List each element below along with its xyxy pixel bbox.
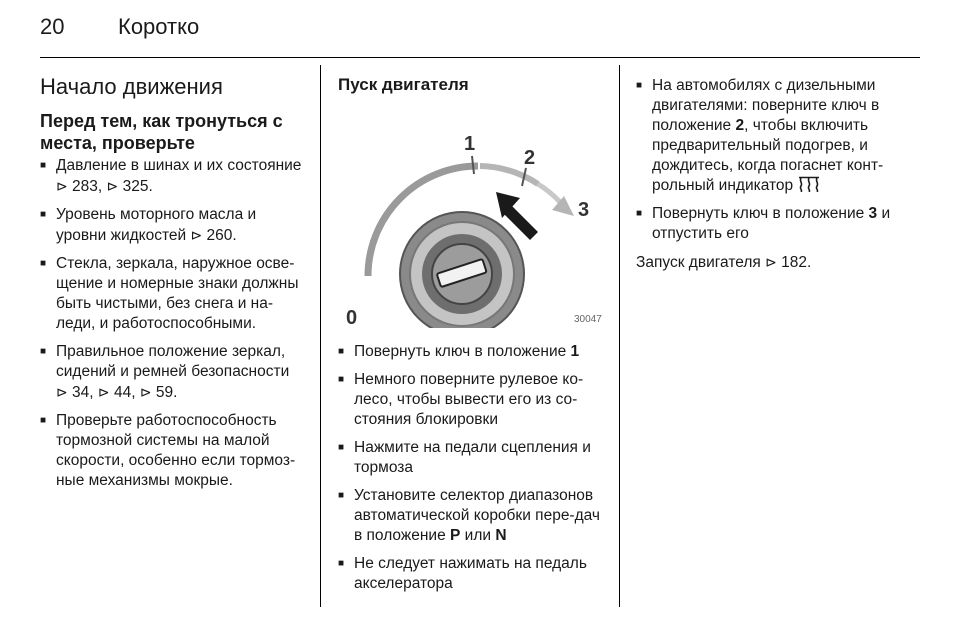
start-steps bbox=[338, 342, 606, 594]
tick-1 bbox=[472, 156, 474, 174]
column-1 bbox=[40, 74, 310, 499]
start-steps-continued bbox=[636, 76, 906, 244]
position-label-3: 3 bbox=[578, 199, 590, 221]
list-item: ■ Нажмите на педали сцепления и тормоза bbox=[338, 438, 606, 478]
page-ref[interactable]: 325. bbox=[122, 178, 153, 195]
list-item: ■ Повернуть ключ в положение 1 bbox=[338, 342, 606, 362]
list-item: ■ Не следует нажимать на педаль акселератора bbox=[338, 554, 606, 594]
page-ref[interactable]: 59. bbox=[155, 384, 178, 401]
engine-start-ref: Запуск двигателя ⊳ 182. bbox=[636, 254, 812, 271]
column-divider-2 bbox=[619, 65, 620, 607]
column-3 bbox=[636, 76, 906, 273]
page-ref-icon: ⊳ bbox=[765, 254, 777, 270]
chapter-title: Коротко bbox=[118, 14, 200, 39]
position-label-0: 0 bbox=[346, 307, 358, 328]
page-ref-icon: ⊳ bbox=[190, 227, 203, 243]
page-number: 20 bbox=[40, 14, 65, 39]
page-ref[interactable]: 283 bbox=[72, 178, 98, 195]
list-item: ■ Установите селектор диапазонов автоматической коробки пере-дач в положение P или N bbox=[338, 486, 606, 546]
list-item: ■ Правильное положение зеркал, сидений и ремней безопасности ⊳ 34, ⊳ 44, ⊳ 59. bbox=[40, 342, 310, 403]
glow-plug-icon bbox=[798, 176, 820, 192]
page-ref-icon: ⊳ bbox=[56, 178, 68, 194]
subsection-title: Перед тем, как тронуться с места, проверьте bbox=[40, 111, 283, 153]
column-2 bbox=[338, 74, 606, 602]
list-item: ■ Давление в шинах и их состояние ⊳ 283, ⊳ 325. bbox=[40, 156, 310, 197]
list-item: ■ Проверьте работоспособность тормозной системы на малой скорости, особенно если тормоз-ные механизмы мокрые. bbox=[40, 411, 310, 491]
header-rule bbox=[40, 57, 920, 58]
list-item: ■ Стекла, зеркала, наружное осве-щение и номерные знаки должны быть чистыми, без снега и на-леди, и работоспособными. bbox=[40, 254, 310, 334]
column-divider-1 bbox=[320, 65, 321, 607]
subsection-title: Пуск двигателя bbox=[338, 75, 469, 94]
page-header bbox=[40, 14, 199, 50]
page-ref-icon: ⊳ bbox=[97, 384, 110, 400]
ignition-switch-illustration bbox=[338, 106, 606, 328]
page-ref[interactable]: 182. bbox=[781, 254, 812, 271]
page-ref-icon: ⊳ bbox=[139, 384, 152, 400]
position-label-2: 2 bbox=[524, 147, 536, 169]
section-title: Начало движения bbox=[40, 74, 223, 99]
figure-code: 30047 bbox=[574, 314, 602, 325]
page-ref[interactable]: 34, bbox=[72, 384, 94, 401]
page-ref-icon: ⊳ bbox=[56, 384, 68, 400]
position-label-1: 1 bbox=[464, 133, 476, 155]
page-ref[interactable]: 44, bbox=[113, 384, 136, 401]
list-item: ■ Повернуть ключ в положение 3 и отпустить его bbox=[636, 204, 906, 244]
list-item: ■ На автомобилях с дизельными двигателями: поверните ключ в положение 2, чтобы включить предварительный подогрев, и дождитесь, когда погаснет конт-рольный индикатор bbox=[636, 76, 906, 196]
ignition-figure bbox=[338, 106, 606, 328]
page-ref[interactable]: 260. bbox=[206, 227, 237, 244]
page-ref-icon: ⊳ bbox=[106, 178, 119, 194]
checklist bbox=[40, 156, 310, 491]
arc-2-3 bbox=[538, 184, 560, 202]
list-item: ■ Немного поверните рулевое ко-лесо, чтобы вывести его из со-стояния блокировки bbox=[338, 370, 606, 430]
list-item: ■ Уровень моторного масла и уровни жидкостей ⊳ 260. bbox=[40, 205, 310, 246]
